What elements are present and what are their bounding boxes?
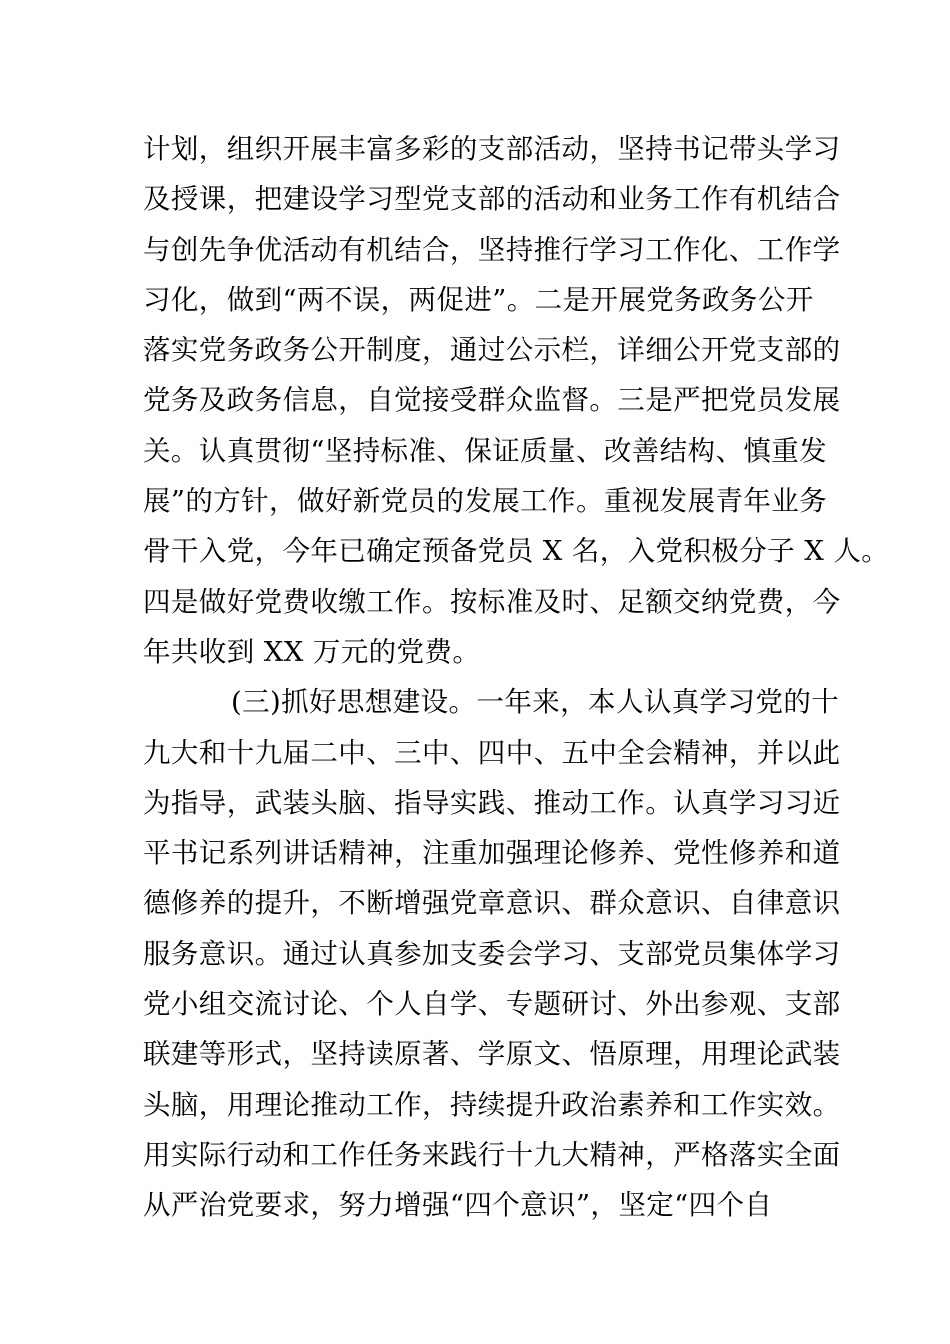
text-line: 从严治党要求，努力增强“四个意识”，坚定“四个自 — [143, 1189, 773, 1222]
text-line: 头脑，用理论推动工作，持续提升政治素养和工作实效。 — [143, 1088, 841, 1121]
text-line: 计划，组织开展丰富多彩的支部活动，坚持书记带头学习 — [143, 133, 841, 165]
text-line: 德修养的提升，不断增强党章意识、群众意识、自律意识 — [143, 887, 841, 920]
text-line: 及授课，把建设学习型党支部的活动和业务工作有机结合 — [143, 183, 841, 216]
text-line: 党小组交流讨论、个人自学、专题研讨、外出参观、支部 — [143, 988, 841, 1021]
text-line: 为指导，武装头脑、指导实践、推动工作。认真学习习近 — [143, 786, 841, 819]
text-line: 落实党务政务公开制度，通过公示栏，详细公开党支部的 — [143, 334, 841, 367]
document-body — [143, 124, 890, 1231]
section-heading-line: (三)抓好思想建设。一年来，本人认真学习党的十 — [231, 686, 840, 719]
text-line: 用实际行动和工作任务来践行十九大精神，严格落实全面 — [143, 1138, 841, 1171]
text-line: 年共收到 XX 万元的党费。 — [143, 635, 481, 668]
text-line: 联建等形式，坚持读原著、学原文、悟原理，用理论武装 — [143, 1038, 841, 1071]
text-line: 平书记系列讲话精神，注重加强理论修养、党性修养和道 — [143, 837, 841, 870]
text-line: 服务意识。通过认真参加支委会学习、支部党员集体学习 — [143, 937, 841, 970]
text-line: 展”的方针，做好新党员的发展工作。重视发展青年业务 — [143, 485, 828, 518]
text-line: 习化，做到“两不误，两促进”。二是开展党务政务公开 — [143, 283, 814, 316]
text-line: 党务及政务信息，自觉接受群众监督。三是严把党员发展 — [143, 384, 841, 417]
text-line: 关。认真贯彻“坚持标准、保证质量、改善结构、慎重发 — [143, 434, 828, 467]
text-line: 骨干入党，今年已确定预备党员 X 名，入党积极分子 X 人。 — [143, 535, 890, 568]
text-line: 与创先争优活动有机结合，坚持推行学习工作化、工作学 — [143, 233, 841, 266]
text-line: 九大和十九届二中、三中、四中、五中全会精神，并以此 — [143, 736, 841, 769]
text-line: 四是做好党费收缴工作。按标准及时、足额交纳党费，今 — [143, 585, 841, 618]
